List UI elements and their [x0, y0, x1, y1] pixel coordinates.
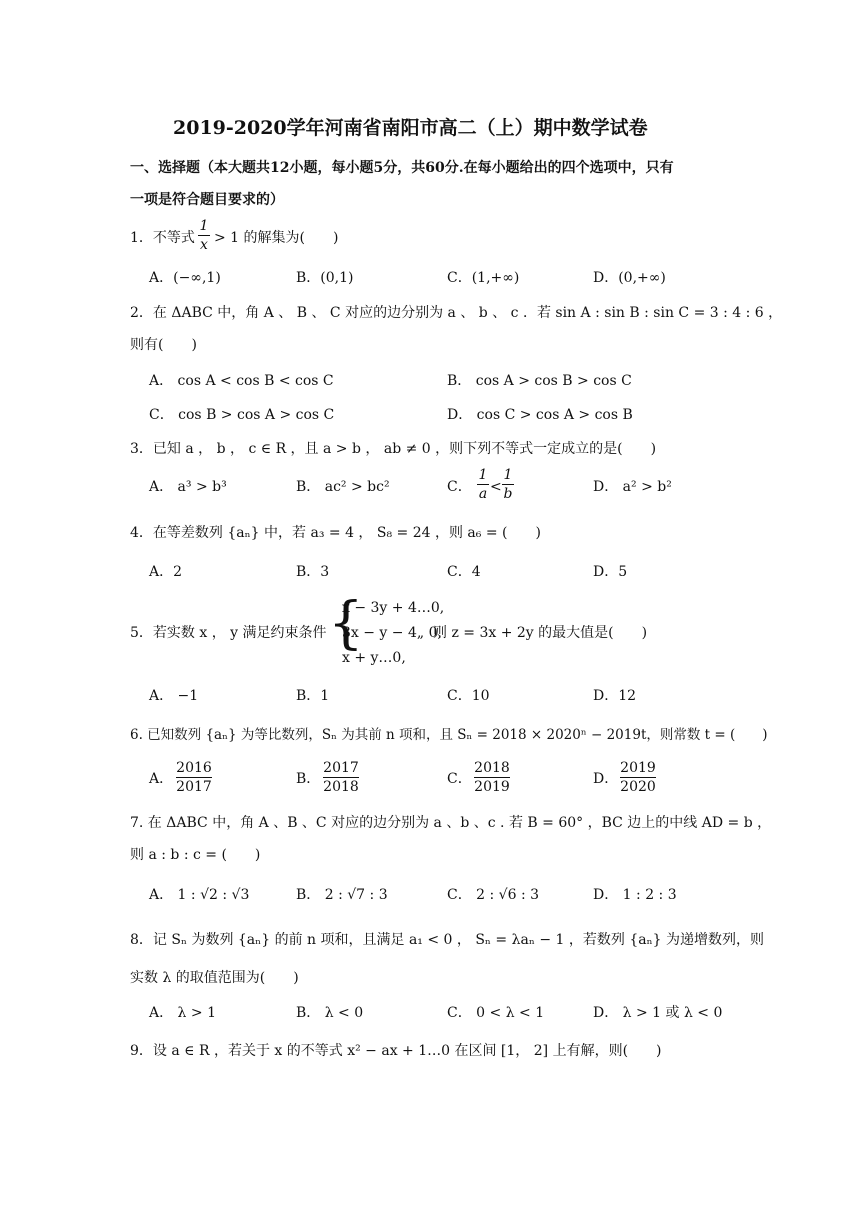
q5-option-b[interactable]: B．1 — [296, 688, 330, 704]
q8-option-d[interactable]: D． λ > 1 或 λ < 0 — [593, 1005, 723, 1021]
q7-option-c[interactable]: C． 2 : √6 : 3 — [447, 887, 540, 903]
q1-option-c[interactable]: C．(1,+∞) — [447, 270, 520, 286]
q1-fraction — [198, 218, 210, 253]
q2-line1: 2．在 ΔABC 中，角 A 、 B 、 C 对应的边分别为 a 、 b 、 c ．若 sin A : sin B : sin C = 3 : 4 : 6 ， — [130, 305, 783, 321]
q2-option-c[interactable]: C． cos B > cos A > cos C — [149, 407, 335, 423]
q5-option-c[interactable]: C．10 — [447, 688, 490, 704]
q6-a-bar — [176, 777, 212, 778]
q3-c-lt: < — [490, 479, 502, 495]
q1-option-a[interactable]: A．(−∞,1) — [149, 270, 221, 286]
q6-a-label: A． — [149, 771, 174, 787]
q6-d-frac — [620, 760, 656, 795]
q5-constraint-1: x − 3y + 4…0, — [342, 600, 445, 616]
q3-c-frac-2-den: b — [503, 486, 513, 502]
q8-option-b[interactable]: B． λ < 0 — [296, 1005, 364, 1021]
q6-b-label: B． — [296, 771, 321, 787]
q7-line1: 7. 在 ΔABC 中，角 A 、B 、C 对应的边分别为 a 、b 、c . 若 B = 60° ，BC 边上的中线 AD = b ， — [130, 815, 772, 831]
q5-option-d[interactable]: D．12 — [593, 688, 637, 704]
q1-suffix: > 1 的解集为( ) — [214, 230, 339, 246]
q1-option-b[interactable]: B．(0,1) — [296, 270, 354, 286]
q4-line: 4．在等差数列 {aₙ} 中，若 a₃ = 4 ， S₈ = 24 ，则 a₆ = ( ) — [130, 525, 541, 541]
q2-option-d[interactable]: D． cos C > cos A > cos B — [447, 407, 633, 423]
q8-line2: 实数 λ 的取值范围为( ) — [130, 970, 299, 986]
q1-frac-bar — [198, 235, 210, 236]
q8-option-a[interactable]: A． λ > 1 — [149, 1005, 216, 1021]
q7-option-a[interactable]: A． 1 : √2 : √3 — [149, 887, 250, 903]
q2-option-b[interactable]: B． cos A > cos B > cos C — [447, 373, 632, 389]
q6-d-bar — [620, 777, 656, 778]
q5-brace: { — [328, 591, 364, 656]
q5-option-a[interactable]: A． −1 — [149, 688, 199, 704]
q6-b-bar — [323, 777, 359, 778]
q7-option-b[interactable]: B． 2 : √7 : 3 — [296, 887, 388, 903]
page-title: 2019-2020学年河南省南阳市高二（上）期中数学试卷 — [173, 117, 648, 139]
q4-option-d[interactable]: D．5 — [593, 564, 628, 580]
q4-option-a[interactable]: A．2 — [149, 564, 183, 580]
q3-c-frac-2-bar — [502, 484, 514, 485]
q3-c-frac-2-num: 1 — [503, 467, 513, 483]
q6-d-den: 2020 — [620, 779, 656, 795]
q3-c-frac-1 — [477, 467, 489, 502]
q6-c-num: 2018 — [474, 760, 510, 776]
q3-line: 3．已知 a ， b ， c ∈ R ，且 a > b ， ab ≠ 0 ，则下列不等式一定成立的是( ) — [130, 441, 657, 457]
q5-constraint-2: 3x − y − 4„ 0, — [342, 625, 442, 641]
q6-c-den: 2019 — [474, 779, 510, 795]
q1-prefix: 1．不等式 — [130, 230, 195, 246]
q8-option-c[interactable]: C． 0 < λ < 1 — [447, 1005, 545, 1021]
q6-b-num: 2017 — [323, 760, 359, 776]
q6-c-label: C． — [447, 771, 472, 787]
q3-c-frac-2 — [502, 467, 514, 502]
q2-line2: 则有( ) — [130, 337, 197, 353]
q1-frac-den: x — [200, 237, 208, 253]
q9-line: 9．设 a ∈ R ，若关于 x 的不等式 x² − ax + 1…0 在区间 [1， 2] 上有解，则( ) — [130, 1043, 662, 1059]
q4-option-b[interactable]: B．3 — [296, 564, 330, 580]
q4-option-c[interactable]: C．4 — [447, 564, 481, 580]
q6-c-bar — [474, 777, 510, 778]
section-heading-line2: 一项是符合题目要求的） — [130, 192, 284, 208]
q3-c-frac-1-num: 1 — [478, 467, 488, 483]
q6-a-num: 2016 — [176, 760, 212, 776]
q3-option-b[interactable]: B． ac² > bc² — [296, 479, 390, 495]
q6-d-num: 2019 — [620, 760, 656, 776]
q3-option-c-label: C． — [447, 479, 472, 495]
q7-line2: 则 a : b : c = ( ) — [130, 847, 261, 863]
q5-suffix: 则 z = 3x + 2y 的最大值是( ) — [433, 625, 648, 641]
q6-c-frac — [474, 760, 510, 795]
q1-frac-num: 1 — [199, 218, 209, 234]
q6-b-den: 2018 — [323, 779, 359, 795]
q6-d-label: D． — [593, 771, 619, 787]
section-heading-line1: 一、选择题（本大题共12小题，每小题5分，共60分.在每小题给出的四个选项中，只有 — [130, 160, 674, 176]
q7-option-d[interactable]: D． 1 : 2 : 3 — [593, 887, 677, 903]
q5-prefix: 5．若实数 x ， y 满足约束条件 — [130, 625, 327, 641]
q3-c-frac-1-den: a — [478, 486, 488, 502]
q6-line: 6. 已知数列 {aₙ} 为等比数列，Sₙ 为其前 n 项和，且 Sₙ = 2018 × 2020ⁿ − 2019t，则常数 t = ( ) — [130, 727, 768, 743]
q3-c-frac-1-bar — [477, 484, 489, 485]
q8-line1: 8．记 Sₙ 为数列 {aₙ} 的前 n 项和，且满足 a₁ < 0 ， Sₙ = λaₙ − 1 ，若数列 {aₙ} 为递增数列，则 — [130, 932, 764, 948]
q6-a-den: 2017 — [176, 779, 212, 795]
q5-constraint-3: x + y…0, — [342, 650, 406, 666]
q2-option-a[interactable]: A． cos A < cos B < cos C — [149, 373, 334, 389]
q6-b-frac — [323, 760, 359, 795]
q1-option-d[interactable]: D．(0,+∞) — [593, 270, 666, 286]
q3-option-a[interactable]: A． a³ > b³ — [149, 479, 227, 495]
q3-option-d[interactable]: D． a² > b² — [593, 479, 672, 495]
q6-a-frac — [176, 760, 212, 795]
